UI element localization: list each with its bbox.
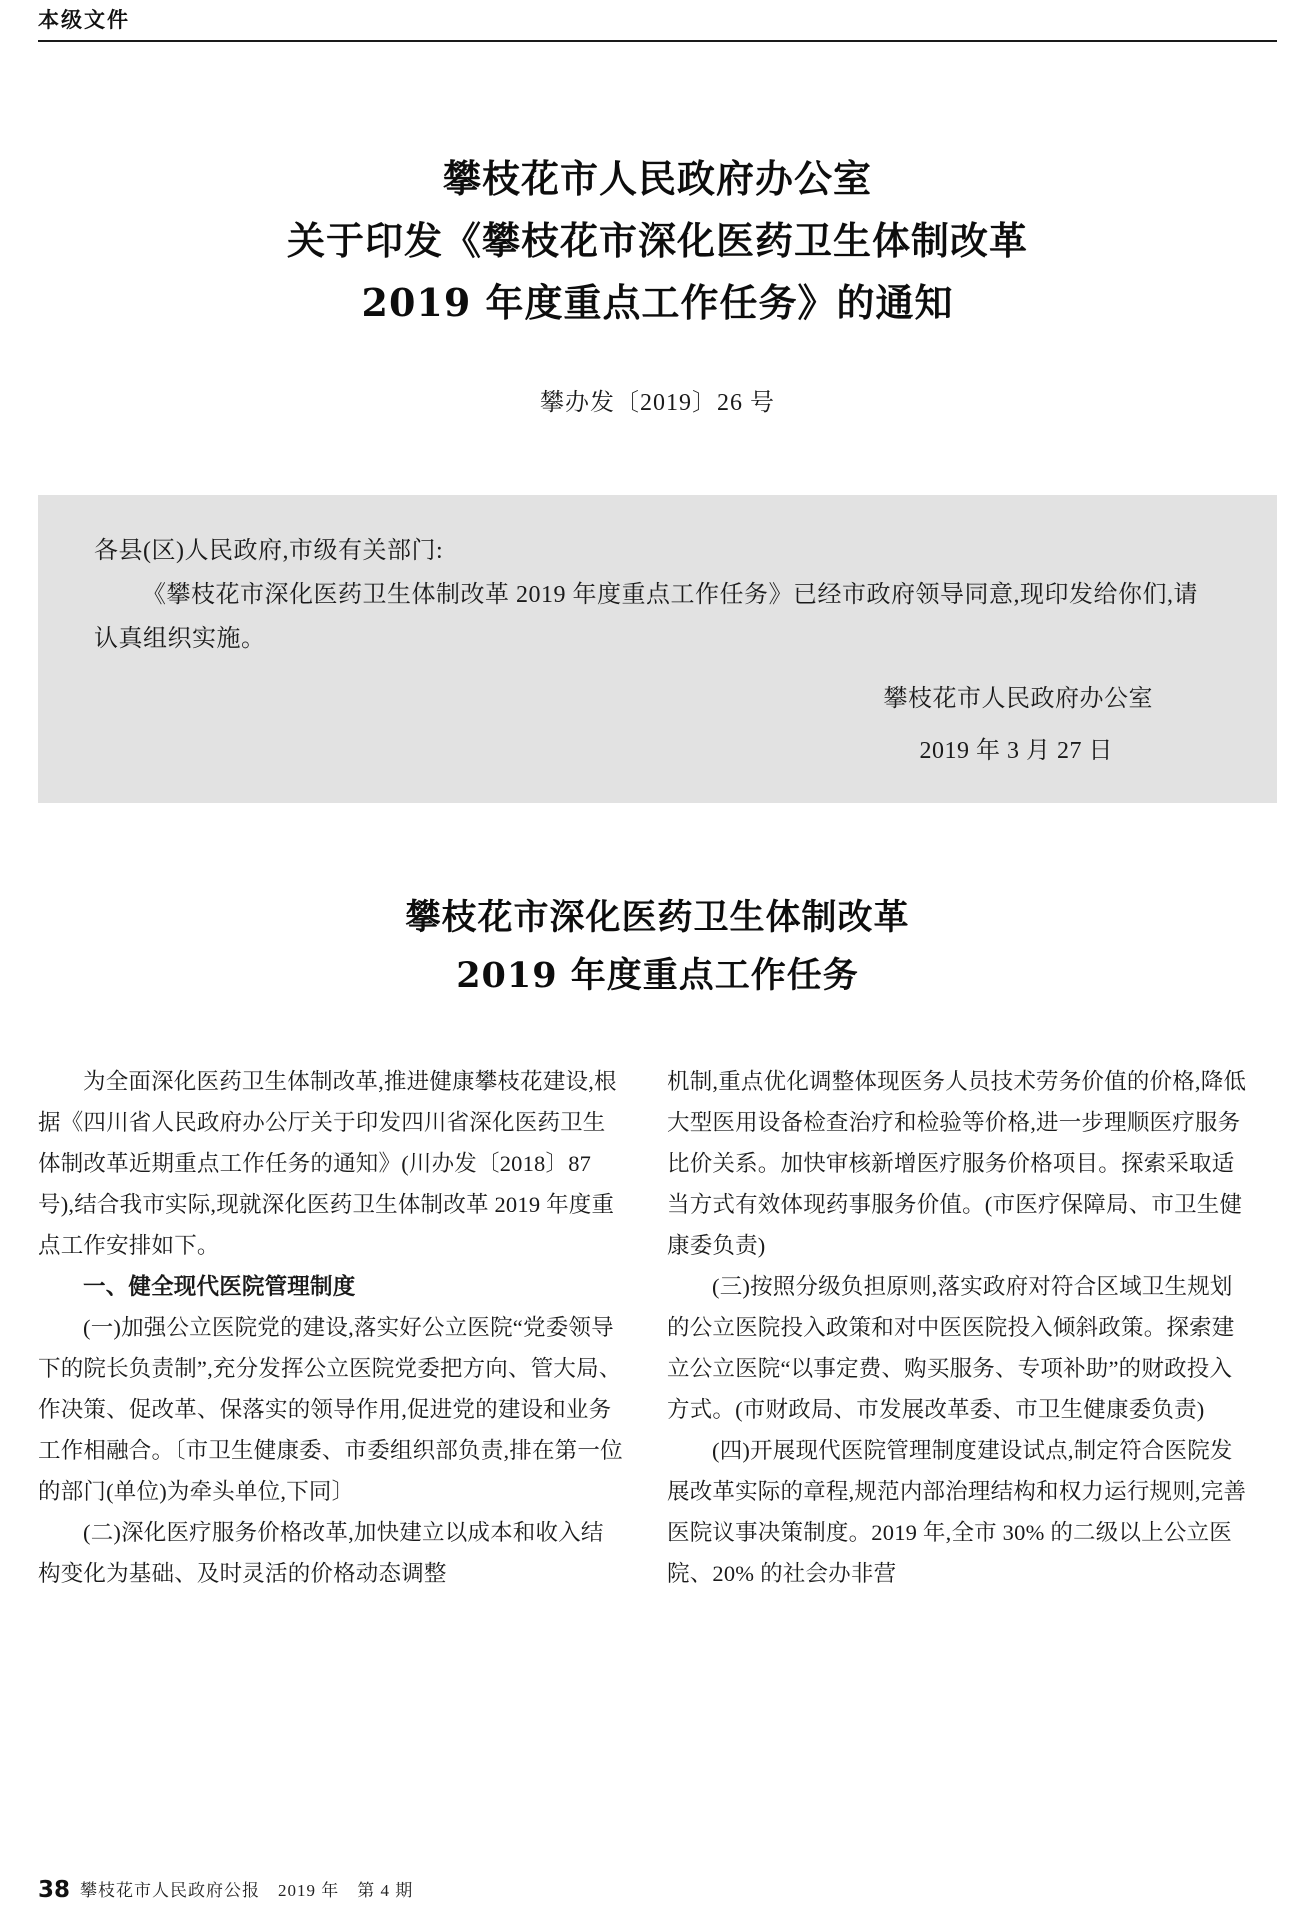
column-left <box>38 1061 623 1594</box>
subtitle-line-2: 2019 年度重点工作任务 <box>456 955 859 996</box>
paragraph: (三)按照分级负担原则,落实政府对符合区域卫生规划的公立医院投入政策和对中医医院投入倾斜政策。探索建立公立医院“以事定费、购买服务、专项补助”的财政投入方式。(市财政局、市发展改革委、市卫生健康委负责) <box>667 1274 1235 1422</box>
paragraph: (四)开展现代医院管理制度建设试点,制定符合医院发展改革实际的章程,规范内部治理结构和权力运行规则,完善医院议事决策制度。2019 年,全市 30% 的二级以上公立医院、20% 的社会办非营 <box>667 1438 1247 1586</box>
footer-publication: 攀枝花市人民政府公报 <box>80 1881 261 1900</box>
footer-publication-info <box>80 1876 413 1902</box>
footer-issue: 第 4 期 <box>357 1881 414 1900</box>
notice-body: 《攀枝花市深化医药卫生体制改革 2019 年度重点工作任务》已经市政府领导同意,现印发给你们,请认真组织实施。 <box>94 582 1198 652</box>
paragraph: (二)深化医疗服务价格改革,加快建立以成本和收入结构变化为基础、及时灵活的价格动态调整 <box>38 1520 604 1586</box>
column-right <box>667 1061 1252 1594</box>
footer-year: 2019 年 <box>278 1881 340 1900</box>
document-number: 攀办发〔2019〕26 号 <box>540 390 775 416</box>
notice-box <box>38 495 1277 803</box>
running-head-label: 本级文件 <box>38 8 130 32</box>
section-heading: 一、健全现代医院管理制度 <box>83 1274 356 1299</box>
title-line-3: 2019 年度重点工作任务》的通知 <box>361 280 954 325</box>
title-line-2: 关于印发《攀枝花市深化医药卫生体制改革 <box>286 218 1028 263</box>
document-subtitle <box>38 889 1277 1005</box>
paragraph: 为全面深化医药卫生体制改革,推进健康攀枝花建设,根据《四川省人民政府办公厅关于印发四川省深化医药卫生体制改革近期重点工作任务的通知》(川办发〔2018〕87 号),结合我市实际,现就深化医药卫生体制改革 2019 年度重点工作安排如下。 <box>38 1069 617 1258</box>
header-divider <box>38 40 1277 42</box>
notice-signature: 攀枝花市人民政府办公室 <box>883 686 1153 712</box>
paragraph: (一)加强公立医院党的建设,落实好公立医院“党委领导下的院长负责制”,充分发挥公立医院党委把方向、管大局、作决策、促改革、保落实的领导作用,促进党的建设和业务工作相融合。〔市卫生健康委、市委组织部负责,排在第一位的部门(单位)为牵头单位,下同〕 <box>38 1315 623 1504</box>
body-columns <box>38 1061 1277 1594</box>
running-head <box>38 0 1277 44</box>
notice-date: 2019 年 3 月 27 日 <box>919 738 1113 764</box>
paragraph-continued: 机制,重点优化调整体现医务人员技术劳务价值的价格,降低大型医用设备检查治疗和检验等价格,进一步理顺医疗服务比价关系。加快审核新增医疗服务价格项目。探索采取适当方式有效体现药事服务价值。(市医疗保障局、市卫生健康委负责) <box>667 1069 1247 1258</box>
page-footer <box>38 1876 1277 1902</box>
document-title <box>38 148 1277 334</box>
subtitle-line-1: 攀枝花市深化医药卫生体制改革 <box>405 897 910 938</box>
title-line-1: 攀枝花市人民政府办公室 <box>442 156 872 201</box>
notice-salutation: 各县(区)人民政府,市级有关部门: <box>94 538 444 564</box>
page-number: 38 <box>38 1877 71 1903</box>
